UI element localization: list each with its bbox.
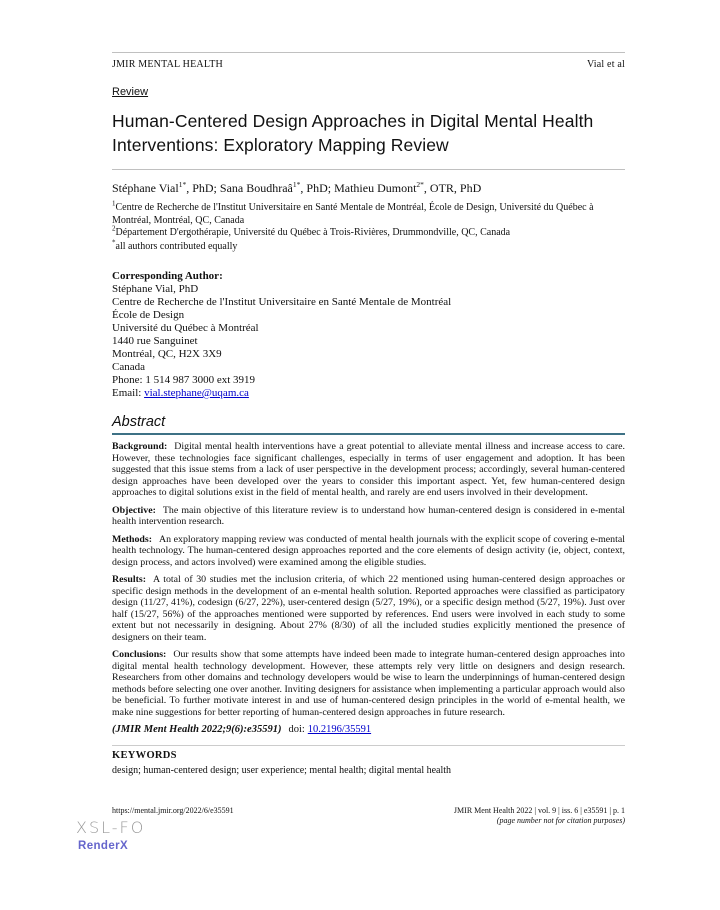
journal-name: JMIR MENTAL HEALTH — [112, 59, 223, 70]
abstract-section-label: Results: — [112, 574, 147, 585]
corresponding-author-line: Canada — [112, 361, 145, 373]
email-line — [112, 387, 625, 400]
affiliation: $^2$Département D'ergothérapie, Université du Québec à Trois-Rivières, Drummondville, QC, Canada — [112, 224, 511, 238]
corresponding-author-line: Université du Québec à Montréal — [112, 322, 259, 334]
affiliations — [112, 199, 625, 240]
keywords-rule — [112, 745, 625, 746]
keywords-text: design; human-centered design; user experience; mental health; digital mental health — [112, 765, 452, 776]
corresponding-author-line: Centre de Recherche de l'Institut Universitaire en Santé Mentale de Montréal — [112, 296, 452, 308]
citation-line — [112, 724, 625, 735]
renderx-logo-text: RenderX — [78, 840, 129, 852]
equal-contribution-note: *all authors contributed equally — [112, 238, 238, 252]
abstract-section: Results: A total of 30 studies met the inclusion criteria, of which 22 mentioned using human-centered design approaches or specific design methods in the development of an e-mental health solution. Reported approaches were classified as participatory design (11/27, 41%), codesign (6/27, 22%), user-centered design (5/27, 19%), or a specific design method (5/27, 19%). Just over half (15/27, 56%) of the approaches mentioned were supported by references. End users were involved in each study to some extent but not necessarily in designing. About 27% (8/30) of all the included studies explicitly mentioned the presence of designers on their team. — [112, 574, 625, 643]
page-content — [112, 52, 625, 776]
author: Sana Boudhraâ$^{1*}$, PhD; — [219, 180, 335, 195]
email-label: Email: — [112, 387, 145, 399]
footer-citation-block — [454, 806, 625, 825]
author: Mathieu Dumont$^{2*}$, OTR, PhD — [334, 180, 482, 195]
corresponding-author-line: Stéphane Vial, PhD — [112, 283, 199, 295]
footer-note: (page number not for citation purposes) — [496, 815, 625, 825]
corresponding-author-line: 1440 rue Sanguinet — [112, 335, 198, 347]
footer-citation-info: JMIR Ment Health 2022 | vol. 9 | iss. 6 | e35591 | p. 1 — [453, 806, 625, 815]
doi-label: doi: — [288, 724, 305, 735]
authors-line — [112, 181, 625, 196]
page-footer — [112, 806, 625, 825]
abstract-section: Conclusions: Our results show that some attempts have indeed been made to integrate human-centered design approaches into digital mental health technology development. However, these attempts rely very little on designers and design research. Researchers from other domains and technology developers would be wise to learn the underpinnings of human-centered design methods before selecting one over another. Inviting designers for assistance when implementing a particular approach would also be beneficial. To further motivate interest in and use of human-centered design principles in the world of e-mental health, we make nine suggestions for better reporting of human-centered design approaches in future research. — [112, 649, 625, 718]
abstract-section-label: Background: — [112, 441, 168, 452]
corresponding-author-lines — [112, 283, 625, 374]
article-type — [112, 86, 625, 98]
running-head: Vial et al — [586, 59, 625, 70]
abstract-section: Methods: An exploratory mapping review was conducted of mental health journals with the explicit scope of covering e-mental health technology. The human-centered design approaches reported and the core elements of design activity (ie, object, context, design process, and actors involved) were examined among the eligible studies. — [112, 533, 625, 568]
abstract-section-label: Methods: — [112, 533, 153, 545]
keywords-heading: KEYWORDS — [112, 750, 177, 761]
author: Stéphane Vial$^{1*}$, PhD; — [112, 180, 220, 195]
phone-line — [112, 374, 625, 387]
page-header — [112, 53, 625, 70]
article-title: Human-Centered Design Approaches in Digital Mental Health Interventions: Exploratory Mapping Review — [112, 111, 594, 155]
doi-link[interactable]: 10.2196/35591 — [307, 724, 372, 735]
citation-text: (JMIR Ment Health 2022;9(6):e35591) — [112, 724, 282, 735]
corresponding-author-line: École de Design — [112, 309, 185, 321]
abstract-section: Background: Digital mental health interventions have a great potential to alleviate mental illness and increase access to care. However, these technologies face significant challenges, especially in terms of user engagement and adoption. It has been suggested that this issue stems from a lack of user perspective in the development process; accordingly, several human-centered design approaches have been developed over the years to consider this important aspect. Yet, few human-centered design approaches to digital solutions exist in the field of mental health, and rarely are end users involved in their development. — [112, 441, 625, 498]
abstract-rule — [112, 433, 625, 435]
xslfo-logo-text: XSL-FO — [76, 818, 146, 837]
affiliation: $^1$Centre de Recherche de l'Institut Universitaire en Santé Mentale de Montréal, École de Design, Université du Québec à Montréal, Montréal, QC, Canada — [112, 199, 594, 226]
email-link[interactable]: vial.stephane@uqam.ca — [144, 387, 249, 399]
corresponding-author-heading: Corresponding Author: — [112, 270, 223, 282]
abstract-section: Objective: The main objective of this literature review is to understand how human-centered design is considered in e-mental health intervention research. — [112, 504, 625, 527]
corresponding-author-block — [112, 270, 625, 400]
renderx-logo — [76, 818, 145, 852]
title-rule — [112, 169, 625, 170]
article-type-link[interactable]: Review — [112, 86, 149, 98]
abstract-section-label: Objective: — [112, 504, 156, 516]
phone-label: Phone: — [112, 374, 146, 386]
abstract-heading: Abstract — [112, 414, 166, 430]
corresponding-author-line: Montréal, QC, H2X 3X9 — [112, 348, 222, 360]
abstract-sections — [112, 441, 625, 718]
footer-url: https://mental.jmir.org/2022/6/e35591 — [112, 806, 234, 815]
phone-number: 1 514 987 3000 ext 3919 — [145, 374, 256, 386]
abstract-section-label: Conclusions: — [112, 649, 167, 660]
